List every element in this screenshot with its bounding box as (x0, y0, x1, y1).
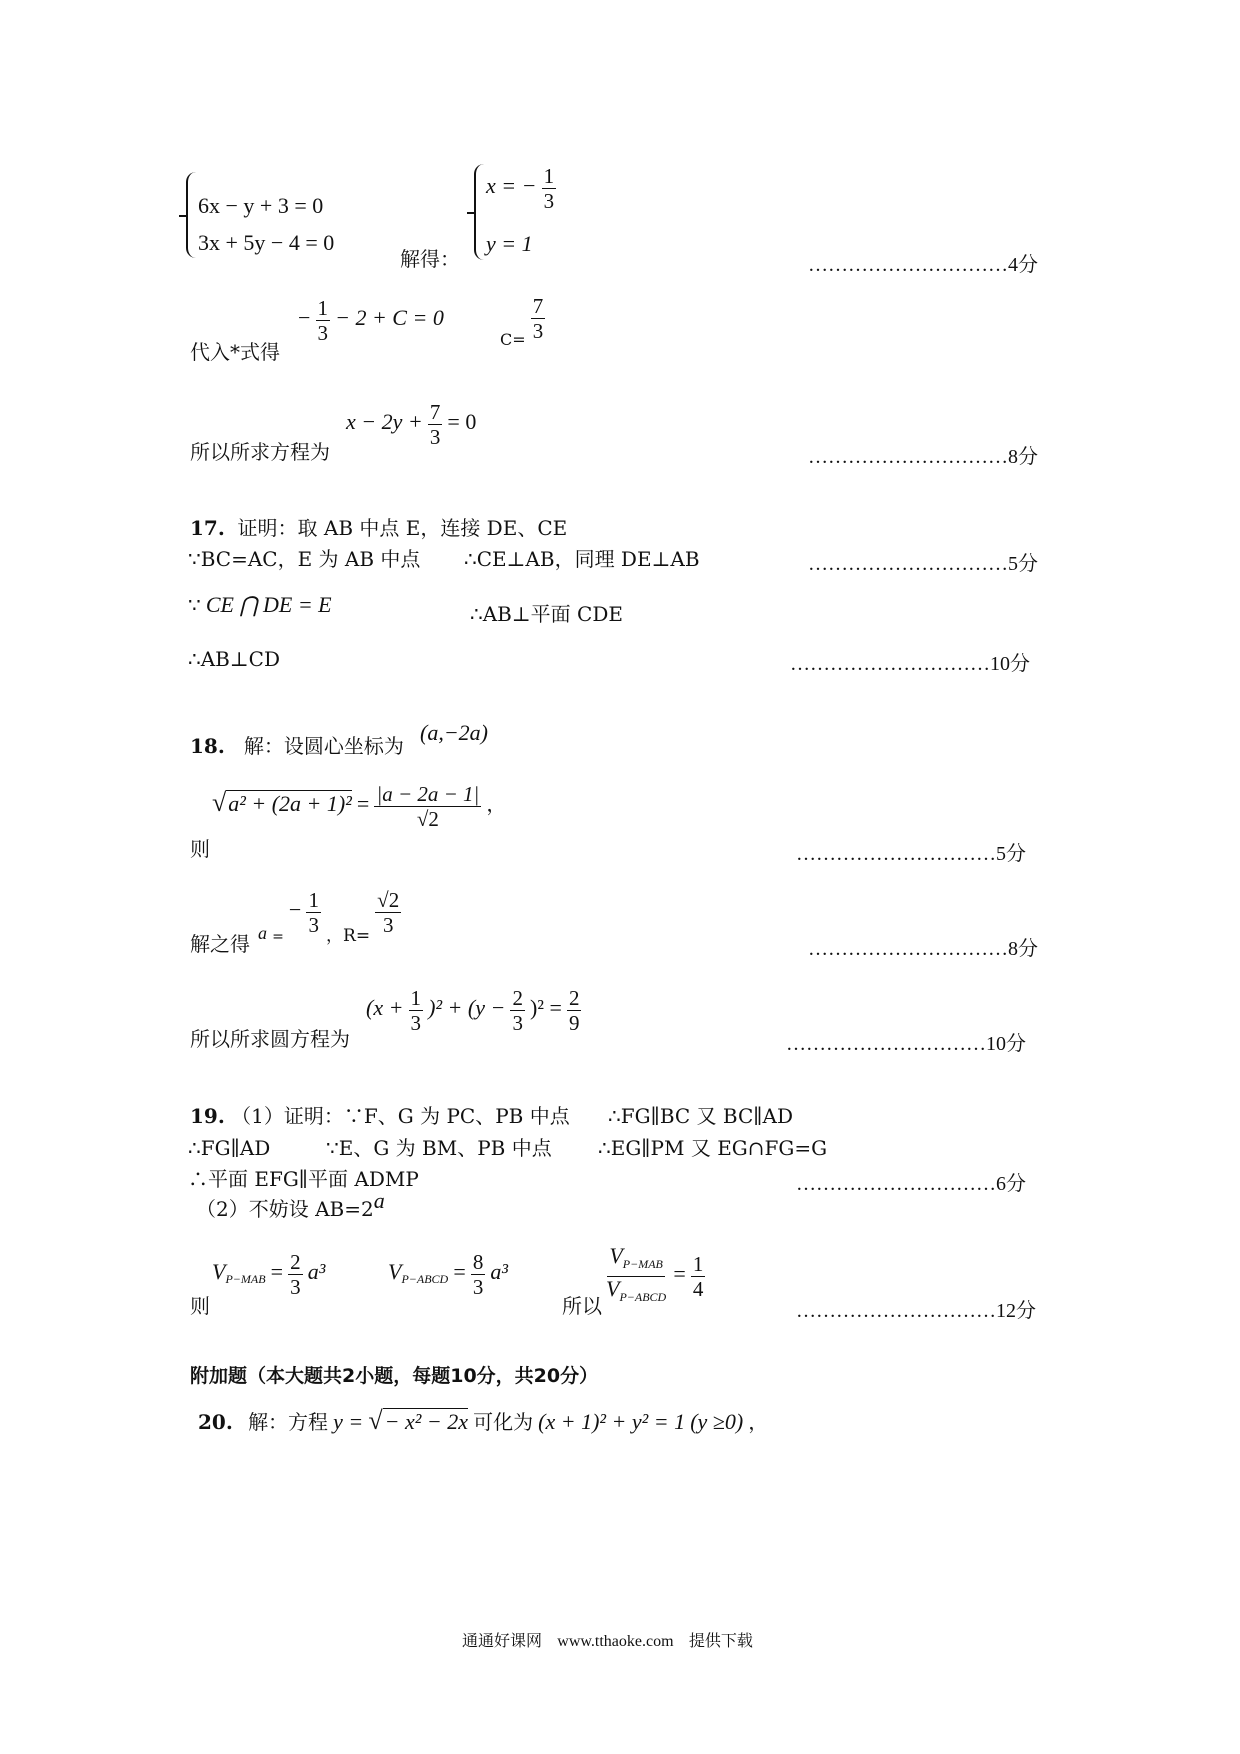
q20-line: 20. 解：方程 y = √− x² − 2x 可化为 (x + 1)² + y² = 1 (y ≥0) ， (198, 1406, 769, 1435)
q18-ze: 则 (190, 837, 210, 861)
q19-line-1: 19. （1）证明：∵F、G 为 PC、PB 中点 (190, 1104, 570, 1128)
system-brace (186, 172, 196, 258)
score-5-q18: …………………………5分 (796, 843, 1026, 865)
substitute-expression: − $\frac{1}{3}$ − 2 + C = 0 (298, 296, 444, 345)
a-value: a = − $\frac{1}{3}$ ，R= $\frac{√2}{3}$ (258, 888, 400, 946)
score-8-q18: …………………………8分 (808, 938, 1038, 960)
volume-ratio: $\frac{V_{P-MAB}}{V_{P-ABCD}}$ = $\frac{1}{4}$ (606, 1243, 704, 1305)
line-equation: x − 2y + $\frac{7}{3}$ = 0 (346, 400, 477, 449)
solution-y: y = 1 (486, 231, 533, 256)
q19-suoyi: 所以 (562, 1294, 602, 1318)
equation-label: 所以所求方程为 (190, 440, 330, 464)
q19-line-1b: ∴FG∥BC 又 BC∥AD (608, 1104, 793, 1128)
solution-x-lhs: x = − (486, 173, 537, 198)
distance-equation: √a² + (2a + 1)² = $\frac{|a - 2a - 1|}{√2}$ ， (212, 782, 507, 831)
c-value: C= $\frac{7}{3}$ (500, 294, 544, 349)
q17-line-3b: ∴AB⊥平面 CDE (470, 602, 623, 626)
score-12: …………………………12分 (796, 1300, 1036, 1322)
circle-equation: (x + $\frac{1}{3}$ )² + (y − $\frac{2}{3}$ )² = $\frac{2}{9}$ (366, 986, 580, 1035)
score-10-q17: …………………………10分 (790, 653, 1030, 675)
q18-line-1: 18. 解：设圆心坐标为 (190, 734, 404, 758)
q17-line-4: ∴AB⊥CD (188, 647, 281, 671)
q17-line-2a: ∵BC=AC，E 为 AB 中点 (188, 547, 421, 571)
equation-2: 3x + 5y − 4 = 0 (198, 230, 335, 255)
q17-line-1: 17. 证明：取 AB 中点 E，连接 DE、CE (190, 516, 568, 540)
volume-1: $V_{P-MAB}$ = $\frac{2}{3}$ a³ (212, 1250, 326, 1299)
footer (462, 1628, 753, 1651)
footer-url[interactable]: www.tthaoke.com (557, 1633, 674, 1650)
fraction-one-third: $\frac{1}{3}$ (543, 164, 555, 213)
circle-center: (a,−2a) (420, 720, 488, 745)
solve-label: 解得： (400, 247, 460, 271)
score-6: …………………………6分 (796, 1173, 1026, 1195)
q19-line-2c: ∴EG∥PM 又 EG∩FG=G (598, 1136, 828, 1160)
q17-line-3a: ∵ CE ⋂ DE = E (188, 592, 332, 617)
q19-line-2b: ∵E、G 为 BM、PB 中点 (326, 1136, 552, 1160)
q17-line-2b: ∴CE⊥AB，同理 DE⊥AB (464, 547, 700, 571)
volume-2: $V_{P-ABCD}$ = $\frac{8}{3}$ a³ (388, 1250, 509, 1299)
footer-site-name: 通通好课网 (462, 1631, 543, 1650)
q19-line-4: （2）不妨设 AB=2a (196, 1188, 385, 1221)
footer-tail: 提供下载 (688, 1631, 753, 1650)
q18-solve-label: 解之得 (190, 932, 250, 956)
q19-line-3: ∴平面 EFG∥平面 ADMP (188, 1167, 419, 1191)
score-8: …………………………8分 (808, 446, 1038, 468)
solution-x (486, 164, 556, 213)
equation-1: 6x − y + 3 = 0 (198, 193, 324, 218)
extra-heading: 附加题（本大题共2小题，每题10分，共20分） (190, 1365, 599, 1387)
score-4: …………………………4分 (808, 254, 1038, 276)
q19-line-2a: ∴FG∥AD (188, 1136, 271, 1160)
solution-brace (474, 164, 484, 260)
q19-ze: 则 (190, 1294, 210, 1318)
circle-label: 所以所求圆方程为 (190, 1027, 350, 1051)
substitute-label: 代入*式得 (190, 340, 280, 364)
score-5-q17: …………………………5分 (808, 553, 1038, 575)
score-10-q18: …………………………10分 (786, 1033, 1026, 1055)
